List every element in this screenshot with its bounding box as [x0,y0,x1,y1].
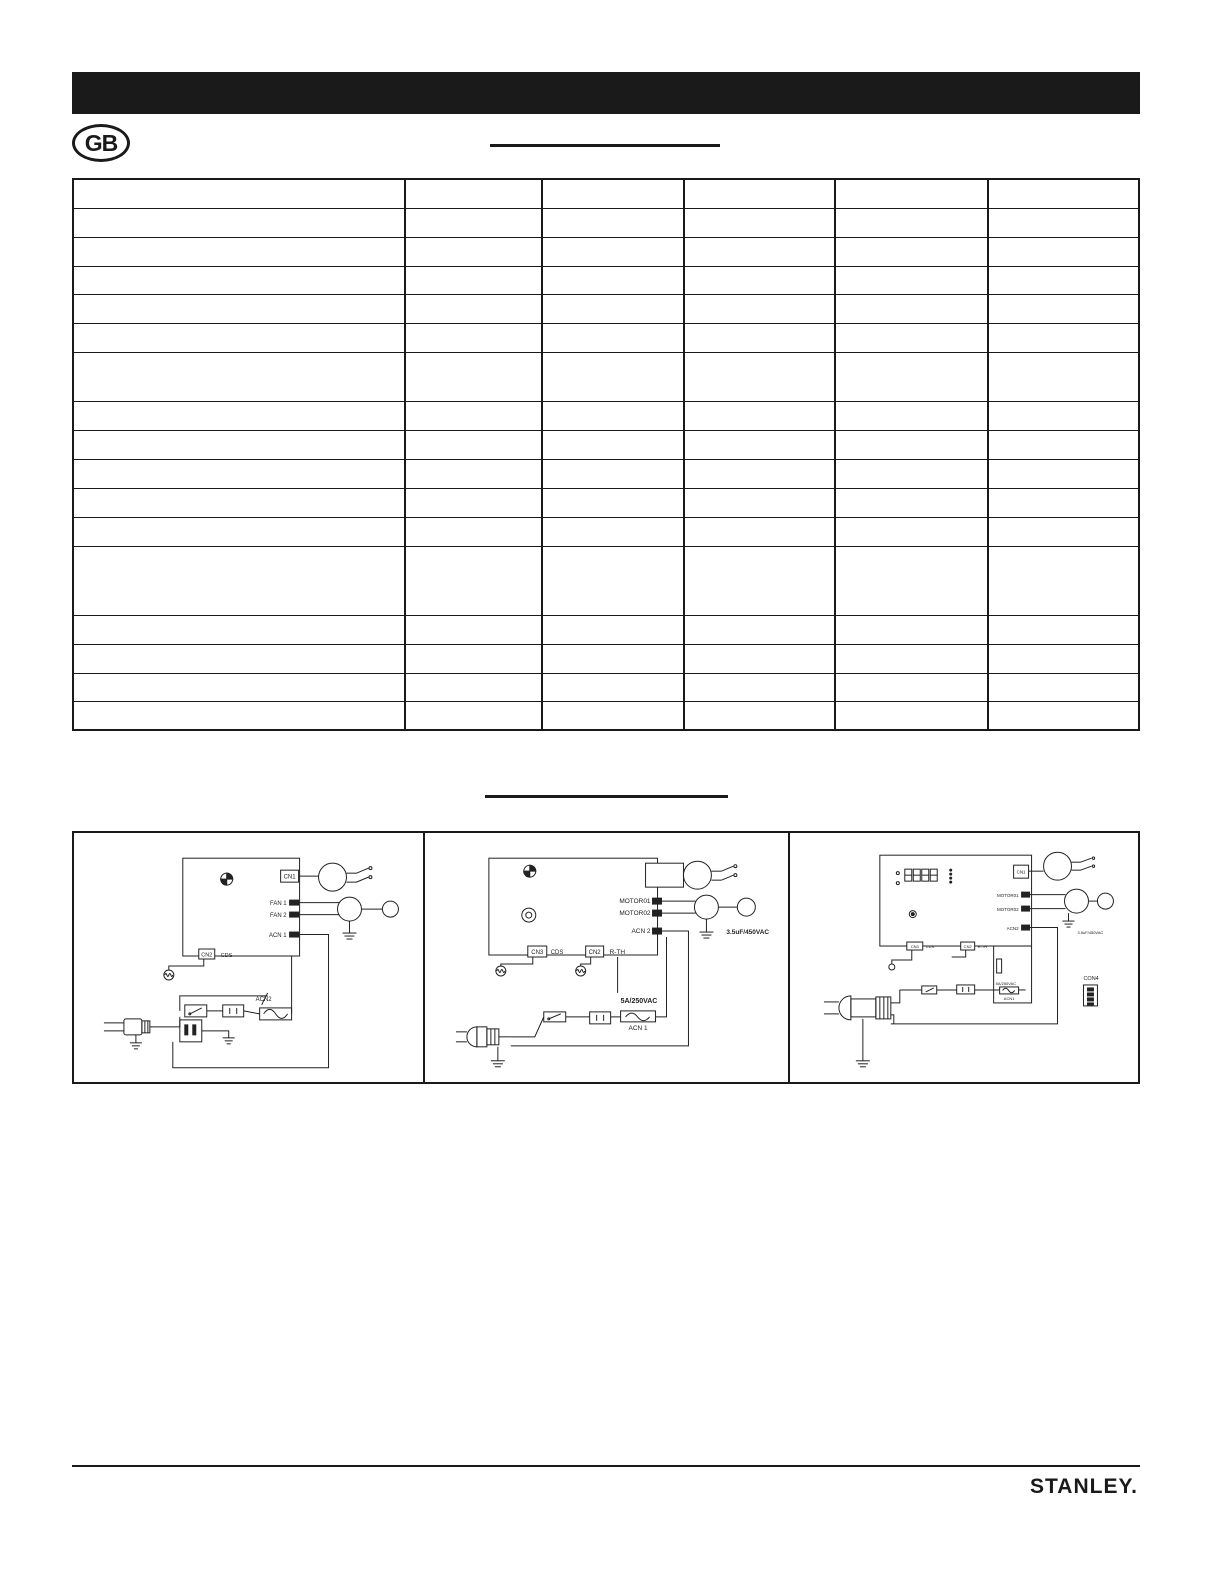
motor-symbol [319,863,347,891]
table-cell [685,431,834,459]
table-cell [685,267,834,294]
table-cell [74,518,404,546]
switch-1 [921,986,936,994]
table-cell [989,674,1138,701]
acn1-label: ACN 1 [269,933,287,940]
wiring-diagram-2-drawing [425,833,787,1082]
table-cell [989,209,1138,237]
top-connector-box [646,863,684,887]
stanley-logo: STANLEY. [1030,1475,1138,1498]
table-cell [74,674,404,701]
table-cell [74,616,404,644]
table-cell [543,460,683,488]
cds-label: CDS [220,953,233,960]
power-plug-icon [104,1017,180,1035]
table-cell [543,674,683,701]
table-cell [543,180,683,208]
table-cell [836,324,987,352]
motor02-connector [653,910,662,916]
table-cell [406,702,542,729]
table-cell [836,180,987,208]
table-cell [836,674,987,701]
table-cell [989,547,1138,614]
specification-table [72,178,1140,731]
table-cell [543,489,683,517]
table-cell [685,180,834,208]
table-cell [74,645,404,673]
switch-2 [590,1012,611,1024]
language-badge: GB [72,124,130,162]
table-cell [989,295,1138,323]
table-cell [685,209,834,237]
table-cell [685,402,834,430]
footer-rule [72,1465,1140,1467]
table-cell [543,402,683,430]
table-cell [406,267,542,294]
control-board [879,855,1031,946]
fuse-label: 5A/250VAC [620,997,658,1005]
ground-icon [202,1031,235,1044]
outlet-icon [180,1020,202,1042]
table-cell [685,489,834,517]
table-cell [74,702,404,729]
ground-icon [491,1047,505,1067]
fan-symbol [738,898,756,916]
table-cell [989,353,1138,400]
fan2-connector [290,912,299,917]
control-board [489,858,658,955]
con4-connector [1083,985,1097,1006]
table-cell [989,645,1138,673]
motor-symbol [684,861,712,889]
acn2-label: ACN2 [1006,926,1019,932]
cn2-label: CN2 [589,950,601,957]
table-cell [543,267,683,294]
table-cell [543,645,683,673]
fuse-label: 5A/250VAC [995,980,1016,986]
fan1-label: FAN 1 [270,901,287,908]
table-cell [989,267,1138,294]
table-cell [836,616,987,644]
wiring-diagram-3 [790,833,1138,1082]
table-cell [989,518,1138,546]
light-sensor-icon [164,970,174,980]
capacitor-label: 3.5uF/450VAC [1077,930,1103,936]
table-cell [406,180,542,208]
motor01-label: MOTOR01 [619,898,651,906]
switch-symbol [1071,857,1094,870]
table-cell [685,518,834,546]
table-cell [836,267,987,294]
table-cell [543,518,683,546]
capacitor-label: 3.5uF/450VAC [726,929,770,937]
table-cell [543,238,683,266]
table-cell [74,431,404,459]
motor01-label: MOTOR01 [996,893,1019,899]
table-cell [836,489,987,517]
table-cell [74,489,404,517]
table-cell [685,460,834,488]
ground-icon [130,1035,142,1049]
table-cell [543,295,683,323]
table-cell [74,402,404,430]
table-cell [74,295,404,323]
table-cell [406,209,542,237]
table-cell [74,238,404,266]
fuse-symbol [999,987,1018,994]
rth-label: R-TH [977,944,987,950]
acn2-connector [653,928,662,934]
ground-icon [343,921,357,939]
fan2-label: FAN 2 [270,913,287,920]
table-cell [406,518,542,546]
switch-1 [185,1005,207,1017]
light-sensor-icon [496,966,506,976]
fan-motor-symbol [1064,889,1088,913]
fuse-symbol [260,1008,292,1020]
cn2-label: CN2 [963,944,972,950]
table-cell [989,402,1138,430]
table-cell [836,547,987,614]
table-cell [543,324,683,352]
table-cell [543,547,683,614]
acn2-label: ACN2 [255,996,272,1003]
cn1-label: CN1 [1016,869,1026,875]
power-plug-icon [824,990,900,1024]
wiring-diagrams [72,831,1140,1084]
acn1-connector [290,932,299,937]
motor02-connector [1021,906,1029,911]
table-cell [406,460,542,488]
knob-icon [522,908,536,922]
motor02-label: MOTOR02 [996,907,1019,913]
switch-2 [956,985,974,994]
table-cell [989,460,1138,488]
table-cell [836,645,987,673]
switch-2 [223,1005,244,1017]
fan1-connector [290,900,299,905]
header-bar [72,72,1140,114]
table-cell [543,702,683,729]
motor-symbol [1043,852,1071,880]
table-cell [989,616,1138,644]
wiring-diagram-3-drawing [790,833,1138,1082]
light-sensor-icon [888,964,894,970]
cn2-label: CN2 [201,952,213,959]
table-cell [836,402,987,430]
table-cell [543,353,683,400]
table-cell [685,702,834,729]
wiring-title-underline [485,795,728,798]
acn1-wire [173,935,329,1068]
acn1-label: ACN 1 [628,1024,648,1032]
table-cell [685,674,834,701]
cn3-label: CN3 [531,950,544,957]
motor01-connector [653,898,662,904]
table-cell [836,295,987,323]
table-cell [836,353,987,400]
table-cell [685,645,834,673]
table-cell [685,295,834,323]
table-cell [836,209,987,237]
display-icon [904,869,936,881]
wiring-diagram-1 [74,833,423,1082]
acn2-label: ACN 2 [631,928,651,936]
table-cell [406,645,542,673]
wiring-diagram-2 [425,833,787,1082]
table-cell [685,547,834,614]
table-cell [74,180,404,208]
cds-label: CDS [551,950,564,957]
table-cell [836,460,987,488]
table-cell [989,702,1138,729]
switch-symbol [347,867,372,882]
table-cell [685,324,834,352]
table-cell [836,431,987,459]
acn1-label: ACN1 [1003,995,1015,1001]
cn3-label: CN3 [910,944,919,950]
switch-1 [544,1012,566,1022]
table-cell [989,238,1138,266]
fan-motor-symbol [338,897,362,921]
fan-symbol [382,901,398,917]
motor01-connector [1021,892,1029,897]
fuse-symbol [621,1011,656,1022]
power-plug-icon [456,1027,511,1047]
table-cell [543,209,683,237]
table-cell [74,547,404,614]
board-marker-icon [221,873,233,885]
rth-label: R-TH [609,949,626,957]
knob-icon [909,911,916,918]
ground-icon [1062,913,1074,927]
cn1-label: CN1 [283,874,296,881]
ground-icon [700,919,714,938]
table-cell [685,616,834,644]
section-title-underline [490,144,720,147]
table-cell [406,238,542,266]
board-marker-icon [524,865,536,877]
table-cell [406,295,542,323]
fan-motor-symbol [695,895,719,919]
table-cell [406,674,542,701]
table-cell [74,267,404,294]
cds-label: CDS [925,944,934,950]
table-cell [989,431,1138,459]
table-cell [989,489,1138,517]
table-cell [989,180,1138,208]
table-cell [406,616,542,644]
table-cell [74,209,404,237]
motor02-label: MOTOR02 [619,910,651,918]
con4-label: CON4 [1083,975,1099,982]
table-cell [543,431,683,459]
acn2-connector [1021,925,1029,930]
table-cell [406,324,542,352]
fan-symbol [1097,893,1113,909]
switch-symbol [712,865,737,880]
table-cell [74,353,404,400]
table-cell [74,324,404,352]
table-cell [836,518,987,546]
table-cell [406,353,542,400]
table-cell [685,353,834,400]
table-cell [685,238,834,266]
thermistor-icon [576,966,586,976]
relay-component [996,959,1001,973]
table-cell [406,547,542,614]
table-cell [74,460,404,488]
ground-icon [856,1019,870,1067]
table-cell [406,402,542,430]
wiring-diagram-1-drawing [74,833,423,1082]
table-cell [406,431,542,459]
table-cell [543,616,683,644]
table-cell [836,238,987,266]
table-cell [836,702,987,729]
table-cell [406,489,542,517]
table-cell [989,324,1138,352]
